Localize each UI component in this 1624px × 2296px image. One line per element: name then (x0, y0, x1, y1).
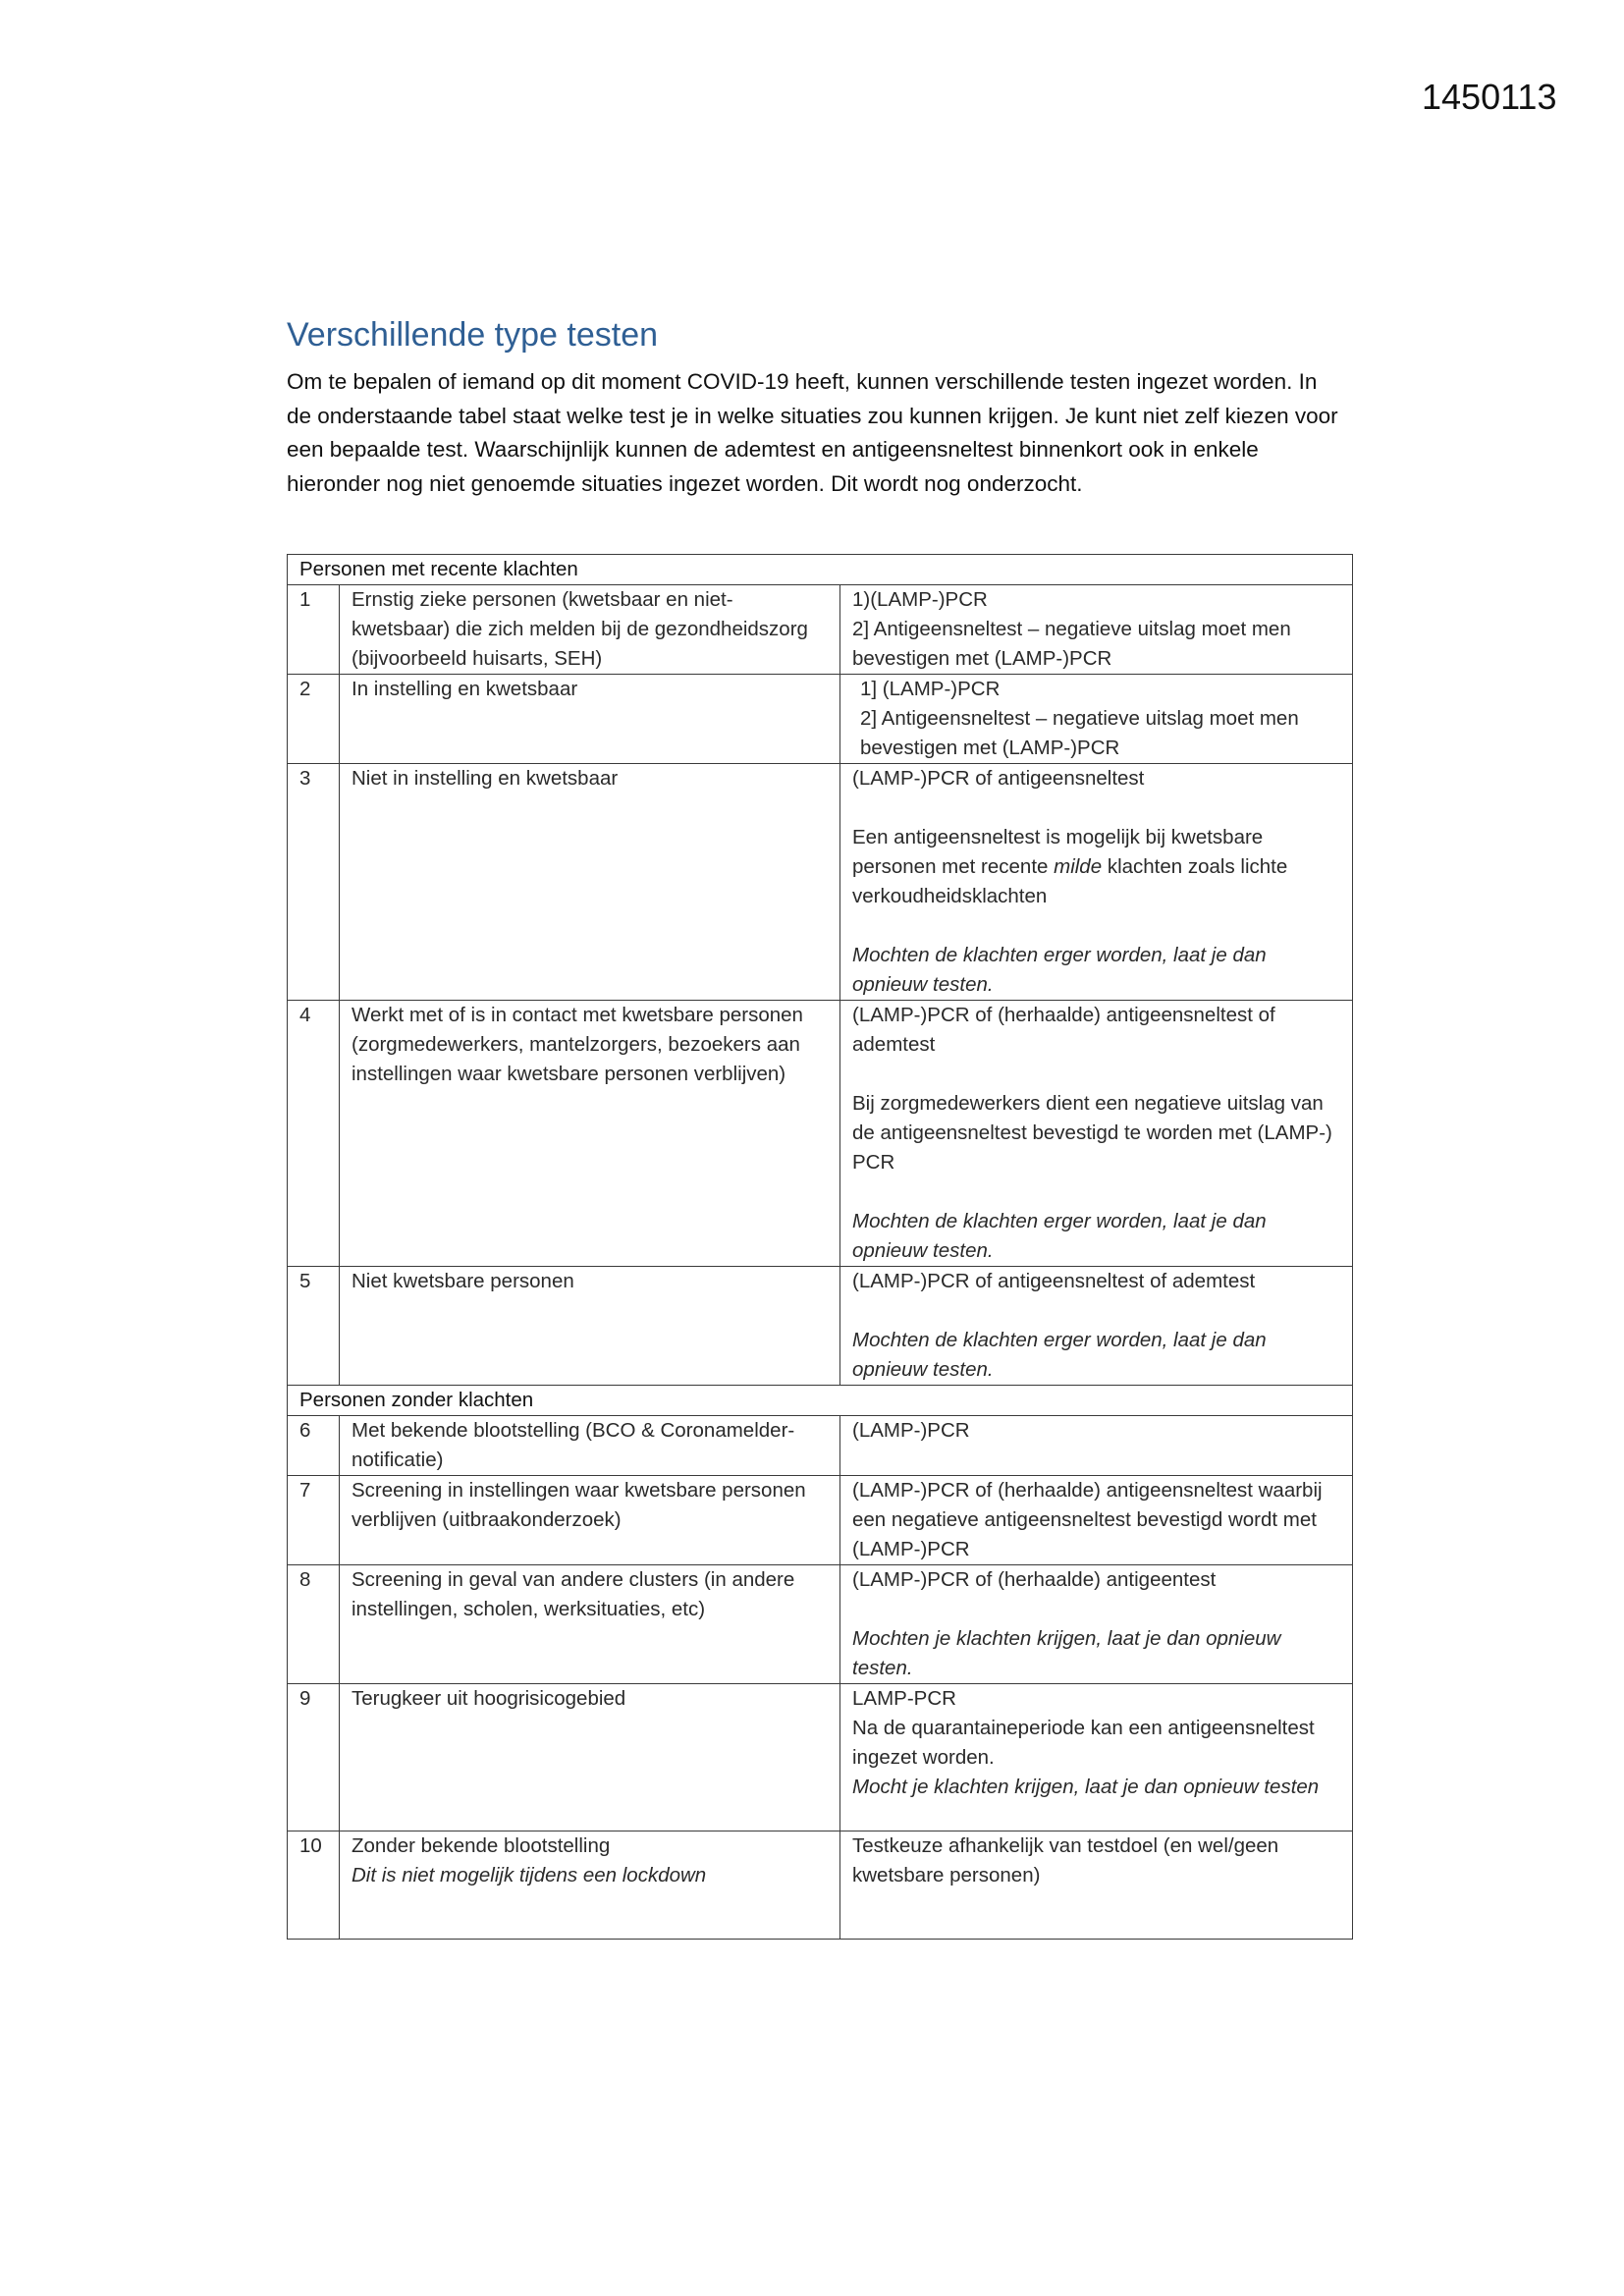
table-row (288, 1565, 1353, 1684)
test-retest-note: Mochten de klachten erger worden, laat je dan opnieuw testen. (852, 1329, 1267, 1381)
table-row (288, 1416, 1353, 1476)
section-title-recent-complaints: Personen met recente klachten (288, 555, 1353, 585)
table-row (288, 1831, 1353, 1940)
section-title-no-complaints: Personen zonder klachten (288, 1386, 1353, 1416)
test-main: (LAMP-)PCR of antigeensneltest of ademtest (852, 1270, 1256, 1292)
test-main: LAMP-PCR (852, 1687, 956, 1710)
row-number: 10 (288, 1831, 340, 1940)
row-number: 8 (288, 1565, 340, 1684)
row-number: 2 (288, 675, 340, 764)
situation-cell: Werkt met of is in contact met kwetsbare personen (zorgmedewerkers, mantelzorgers, bezoekers aan instellingen waar kwetsbare personen verblijven) (340, 1001, 840, 1267)
test-cell (840, 1684, 1353, 1831)
document-id: 1450113 (1422, 77, 1557, 117)
test-main: (LAMP-)PCR (852, 1419, 970, 1442)
test-retest-note: Mochten de klachten erger worden, laat je dan opnieuw testen. (852, 1210, 1267, 1262)
table-row (288, 675, 1353, 764)
test-main: (LAMP-)PCR of (herhaalde) antigeentest (852, 1568, 1217, 1591)
test-cell (840, 1831, 1353, 1940)
table-row (288, 585, 1353, 675)
row-number: 9 (288, 1684, 340, 1831)
test-option: 2] Antigeensneltest – negatieve uitslag moet men bevestigen met (LAMP-)PCR (860, 707, 1299, 759)
situation-cell: Screening in geval van andere clusters (in andere instellingen, scholen, werksituaties, etc) (340, 1565, 840, 1684)
situation-cell: Ernstig zieke personen (kwetsbaar en niet-kwetsbaar) die zich melden bij de gezondheidszorg (bijvoorbeeld huisarts, SEH) (340, 585, 840, 675)
row-number: 6 (288, 1416, 340, 1476)
test-main: (LAMP-)PCR of (herhaalde) antigeensneltest waarbij een negatieve antigeensneltest bevestigd wordt met (LAMP-)PCR (852, 1479, 1323, 1560)
row-number: 3 (288, 764, 340, 1001)
situation-cell: Niet in instelling en kwetsbaar (340, 764, 840, 1001)
situation-cell: Met bekende blootstelling (BCO & Coronamelder-notificatie) (340, 1416, 840, 1476)
test-retest-note: Mocht je klachten krijgen, laat je dan opnieuw testen (852, 1776, 1320, 1798)
test-main: Testkeuze afhankelijk van testdoel (en wel/geen kwetsbare personen) (852, 1834, 1279, 1886)
test-main: (LAMP-)PCR of (herhaalde) antigeensneltest of ademtest (852, 1004, 1275, 1056)
situation-cell: Screening in instellingen waar kwetsbare personen verblijven (uitbraakonderzoek) (340, 1476, 840, 1565)
table-row (288, 1476, 1353, 1565)
test-option: 2] Antigeensneltest – negatieve uitslag moet men bevestigen met (LAMP-)PCR (852, 618, 1291, 670)
situation-cell (340, 1831, 840, 1940)
row-number: 1 (288, 585, 340, 675)
table-row (288, 1684, 1353, 1831)
row-number: 7 (288, 1476, 340, 1565)
table-row (288, 1001, 1353, 1267)
table-row (288, 764, 1353, 1001)
test-cell (840, 585, 1353, 675)
test-cell (840, 1565, 1353, 1684)
situation-note: Dit is niet mogelijk tijdens een lockdown (352, 1864, 707, 1886)
intro-paragraph: Om te bepalen of iemand op dit moment COVID-19 heeft, kunnen verschillende testen ingezet worden. In de onderstaande tabel staat welke test je in welke situaties zou kunnen krijgen. Je kunt niet zelf kiezen voor een bepaalde test. Waarschijnlijk kunnen de ademtest en antigeensneltest binnenkort ook in enkele hieronder nog niet genoemde situaties ingezet worden. Dit wordt nog onderzocht. (287, 369, 1338, 496)
test-note: Na de quarantaineperiode kan een antigeensneltest ingezet worden. (852, 1717, 1315, 1769)
situation-cell: In instelling en kwetsbaar (340, 675, 840, 764)
test-cell (840, 764, 1353, 1001)
row-number: 4 (288, 1001, 340, 1267)
test-retest-note: Mochten de klachten erger worden, laat je dan opnieuw testen. (852, 944, 1267, 996)
table-row (288, 1267, 1353, 1386)
test-table (287, 554, 1353, 1940)
section-header-row (288, 1386, 1353, 1416)
test-main: (LAMP-)PCR of antigeensneltest (852, 767, 1145, 790)
test-cell (840, 675, 1353, 764)
test-cell (840, 1001, 1353, 1267)
test-option: 1)(LAMP-)PCR (852, 588, 988, 611)
page-title: Verschillende type testen (287, 316, 659, 354)
situation-cell: Terugkeer uit hoogrisicogebied (340, 1684, 840, 1831)
situation-text: Zonder bekende blootstelling (352, 1834, 611, 1857)
test-cell (840, 1416, 1353, 1476)
test-cell (840, 1476, 1353, 1565)
test-option: 1] (LAMP-)PCR (860, 678, 1001, 700)
test-cell (840, 1267, 1353, 1386)
row-number: 5 (288, 1267, 340, 1386)
test-note: Een antigeensneltest is mogelijk bij kwetsbare personen met recente milde klachten zoals lichte verkoudheidsklachten (852, 826, 1288, 907)
situation-cell: Niet kwetsbare personen (340, 1267, 840, 1386)
test-note: Bij zorgmedewerkers dient een negatieve uitslag van de antigeensneltest bevestigd te worden met (LAMP-) PCR (852, 1092, 1332, 1174)
test-retest-note: Mochten je klachten krijgen, laat je dan opnieuw testen. (852, 1627, 1281, 1679)
section-header-row (288, 555, 1353, 585)
